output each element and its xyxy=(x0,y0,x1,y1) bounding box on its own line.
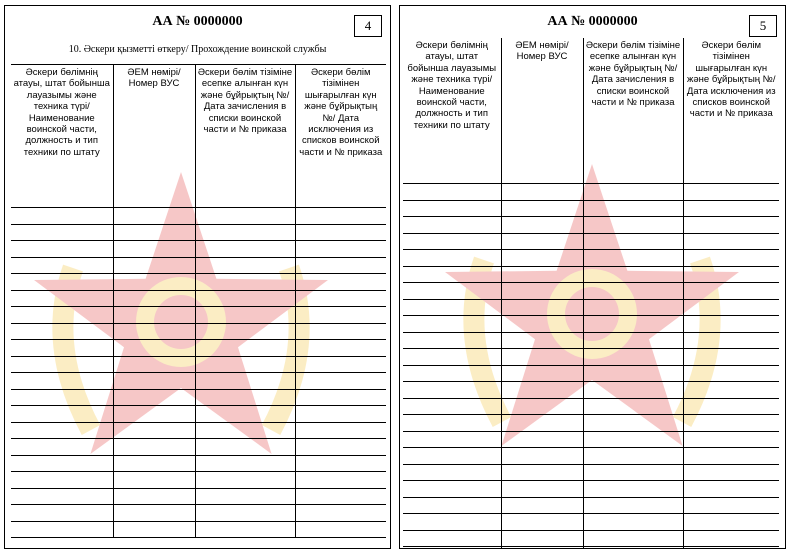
table-row xyxy=(403,332,779,349)
table-cell[interactable] xyxy=(403,547,501,550)
table-row xyxy=(403,530,779,547)
table-row xyxy=(403,365,779,382)
table-cell[interactable] xyxy=(583,365,683,382)
table-row xyxy=(11,455,386,472)
table-cell[interactable] xyxy=(583,382,683,399)
table-row xyxy=(403,431,779,448)
table-cell[interactable] xyxy=(295,389,386,406)
table-cell[interactable] xyxy=(403,530,501,547)
table-row xyxy=(11,323,386,340)
table-cell[interactable] xyxy=(113,488,195,505)
table-cell[interactable] xyxy=(683,514,779,531)
table-cell[interactable] xyxy=(113,521,195,538)
table-row xyxy=(403,349,779,366)
table-cell[interactable] xyxy=(195,208,295,225)
service-record-table xyxy=(11,64,386,538)
table-cell[interactable] xyxy=(295,521,386,538)
table-cell[interactable] xyxy=(113,439,195,456)
table-row xyxy=(403,497,779,514)
table-cell[interactable] xyxy=(11,241,113,258)
table-cell[interactable] xyxy=(11,257,113,274)
table-cell[interactable] xyxy=(11,307,113,324)
table-cell[interactable] xyxy=(113,340,195,357)
table-cell[interactable] xyxy=(195,472,295,489)
table-cell[interactable] xyxy=(501,415,583,432)
table-cell[interactable] xyxy=(195,455,295,472)
table-row xyxy=(11,307,386,324)
table-cell[interactable] xyxy=(195,488,295,505)
column-header-unit: Әскери бөлімнің атауы, штат бойынша лауазымы және техника түрі/ Наименование воинской части, должность и тип техники по штату xyxy=(11,65,113,208)
table-cell[interactable] xyxy=(583,184,683,201)
table-cell[interactable] xyxy=(195,439,295,456)
table-row xyxy=(11,422,386,439)
table-row xyxy=(403,398,779,415)
table-cell[interactable] xyxy=(583,349,683,366)
table-cell[interactable] xyxy=(195,422,295,439)
table-cell[interactable] xyxy=(501,448,583,465)
table-cell[interactable] xyxy=(403,431,501,448)
table-cell[interactable] xyxy=(403,497,501,514)
table-row xyxy=(11,439,386,456)
table-cell[interactable] xyxy=(583,217,683,234)
table-row xyxy=(403,217,779,234)
table-cell[interactable] xyxy=(501,464,583,481)
table-row xyxy=(11,373,386,390)
table-row xyxy=(403,316,779,333)
table-cell[interactable] xyxy=(295,257,386,274)
table-row xyxy=(403,283,779,300)
table-cell[interactable] xyxy=(295,406,386,423)
table-cell[interactable] xyxy=(11,274,113,291)
table-row xyxy=(403,547,779,550)
table-cell[interactable] xyxy=(683,332,779,349)
table-cell[interactable] xyxy=(113,257,195,274)
table-cell[interactable] xyxy=(583,448,683,465)
column-header-vus: ӘЕМ нөмірі/ Номер ВУС xyxy=(501,38,583,184)
table-cell[interactable] xyxy=(501,200,583,217)
table-cell[interactable] xyxy=(195,224,295,241)
table-cell[interactable] xyxy=(295,290,386,307)
table-cell[interactable] xyxy=(583,283,683,300)
table-cell[interactable] xyxy=(683,497,779,514)
table-cell[interactable] xyxy=(113,274,195,291)
table-cell[interactable] xyxy=(583,547,683,550)
table-cell[interactable] xyxy=(403,217,501,234)
table-cell[interactable] xyxy=(11,356,113,373)
table-cell[interactable] xyxy=(11,406,113,423)
table-cell[interactable] xyxy=(11,472,113,489)
table-cell[interactable] xyxy=(683,266,779,283)
table-row xyxy=(403,415,779,432)
table-cell[interactable] xyxy=(583,514,683,531)
table-cell[interactable] xyxy=(11,340,113,357)
section-title: 10. Әскери қызметті өткеру/ Прохождение воинской службы xyxy=(68,44,327,55)
table-cell[interactable] xyxy=(11,208,113,225)
table-cell[interactable] xyxy=(501,497,583,514)
table-cell[interactable] xyxy=(501,233,583,250)
table-cell[interactable] xyxy=(113,290,195,307)
table-cell[interactable] xyxy=(403,415,501,432)
table-cell[interactable] xyxy=(113,307,195,324)
table-cell[interactable] xyxy=(583,299,683,316)
table-cell[interactable] xyxy=(295,274,386,291)
table-cell[interactable] xyxy=(403,316,501,333)
table-cell[interactable] xyxy=(501,349,583,366)
table-row xyxy=(11,290,386,307)
column-header-enrollment-date: Әскери бөлім тізіміне есепке алынған күн және бұйрықтың №/ Дата зачисления в списки воинской части и № приказа xyxy=(583,38,683,184)
column-header-exclusion-date: Әскери бөлім тізімінен шығарылған күн және бұйрықтың №/ Дата исключения из списков воинской части и № приказа xyxy=(683,38,779,184)
table-row xyxy=(403,382,779,399)
table-cell[interactable] xyxy=(113,224,195,241)
table-cell[interactable] xyxy=(403,365,501,382)
table-cell[interactable] xyxy=(501,316,583,333)
table-cell[interactable] xyxy=(113,389,195,406)
table-cell[interactable] xyxy=(403,250,501,267)
table-cell[interactable] xyxy=(403,398,501,415)
table-cell[interactable] xyxy=(683,382,779,399)
document-number: АА № 0000000 xyxy=(152,14,243,29)
table-cell[interactable] xyxy=(113,373,195,390)
table-cell[interactable] xyxy=(195,373,295,390)
table-row xyxy=(403,266,779,283)
table-row xyxy=(11,241,386,258)
table-cell[interactable] xyxy=(295,208,386,225)
table-cell[interactable] xyxy=(195,323,295,340)
table-row xyxy=(11,521,386,538)
table-cell[interactable] xyxy=(295,422,386,439)
table-cell[interactable] xyxy=(501,547,583,550)
column-header-unit: Әскери бөлімнің атауы, штат бойынша лауазымы және техника түрі/ Наименование воинской части, должность и тип техники по штату xyxy=(403,38,501,184)
table-cell[interactable] xyxy=(11,439,113,456)
table-cell[interactable] xyxy=(195,521,295,538)
table-cell[interactable] xyxy=(501,266,583,283)
table-cell[interactable] xyxy=(403,200,501,217)
table-cell[interactable] xyxy=(11,505,113,522)
table-cell[interactable] xyxy=(295,307,386,324)
table-cell[interactable] xyxy=(295,439,386,456)
table-cell[interactable] xyxy=(501,382,583,399)
table-cell[interactable] xyxy=(501,299,583,316)
table-cell[interactable] xyxy=(683,431,779,448)
table-cell[interactable] xyxy=(501,332,583,349)
table-cell[interactable] xyxy=(195,356,295,373)
table-row xyxy=(11,505,386,522)
table-cell[interactable] xyxy=(403,481,501,498)
table-cell[interactable] xyxy=(113,455,195,472)
table-row xyxy=(403,200,779,217)
table-cell[interactable] xyxy=(403,299,501,316)
table-cell[interactable] xyxy=(583,464,683,481)
table-cell[interactable] xyxy=(683,233,779,250)
table-cell[interactable] xyxy=(113,323,195,340)
table-cell[interactable] xyxy=(195,241,295,258)
table-cell[interactable] xyxy=(11,373,113,390)
column-header-enrollment-date: Әскери бөлім тізіміне есепке алынған күн және бұйрықтың №/ Дата зачисления в списки воинской части и № приказа xyxy=(195,65,295,208)
table-cell[interactable] xyxy=(195,340,295,357)
table-cell[interactable] xyxy=(403,349,501,366)
table-cell[interactable] xyxy=(195,290,295,307)
table-cell[interactable] xyxy=(403,266,501,283)
table-cell[interactable] xyxy=(501,398,583,415)
table-body xyxy=(11,208,386,538)
document-number: АА № 0000000 xyxy=(547,14,638,29)
table-cell[interactable] xyxy=(683,250,779,267)
table-cell[interactable] xyxy=(403,184,501,201)
table-cell[interactable] xyxy=(195,389,295,406)
table-cell[interactable] xyxy=(195,307,295,324)
table-cell[interactable] xyxy=(403,382,501,399)
column-header-exclusion-date: Әскери бөлім тізімінен шығарылған күн және бұйрықтың №/ Дата исключения из списков воинской части и № приказа xyxy=(295,65,386,208)
table-cell[interactable] xyxy=(501,184,583,201)
table-cell[interactable] xyxy=(403,448,501,465)
table-cell[interactable] xyxy=(501,250,583,267)
table-cell[interactable] xyxy=(501,365,583,382)
table-cell[interactable] xyxy=(11,488,113,505)
table-cell[interactable] xyxy=(295,488,386,505)
table-cell[interactable] xyxy=(683,464,779,481)
table-cell[interactable] xyxy=(583,316,683,333)
table-cell[interactable] xyxy=(501,481,583,498)
table-cell[interactable] xyxy=(683,316,779,333)
table-row xyxy=(11,406,386,423)
table-cell[interactable] xyxy=(195,274,295,291)
table-cell[interactable] xyxy=(11,389,113,406)
table-cell[interactable] xyxy=(295,455,386,472)
table-cell[interactable] xyxy=(583,332,683,349)
table-cell[interactable] xyxy=(683,530,779,547)
table-cell[interactable] xyxy=(295,373,386,390)
table-cell[interactable] xyxy=(195,406,295,423)
table-cell[interactable] xyxy=(113,356,195,373)
table-cell[interactable] xyxy=(113,241,195,258)
table-cell[interactable] xyxy=(683,184,779,201)
table-cell[interactable] xyxy=(583,415,683,432)
table-row xyxy=(403,299,779,316)
table-row xyxy=(403,464,779,481)
table-cell[interactable] xyxy=(403,332,501,349)
table-cell[interactable] xyxy=(501,530,583,547)
table-cell[interactable] xyxy=(295,472,386,489)
table-cell[interactable] xyxy=(683,415,779,432)
table-cell[interactable] xyxy=(403,514,501,531)
table-cell[interactable] xyxy=(113,406,195,423)
table-cell[interactable] xyxy=(501,514,583,531)
table-cell[interactable] xyxy=(501,283,583,300)
table-row xyxy=(11,340,386,357)
table-cell[interactable] xyxy=(501,217,583,234)
table-cell[interactable] xyxy=(683,349,779,366)
page-number-box: 4 xyxy=(354,15,382,37)
table-cell[interactable] xyxy=(195,505,295,522)
table-cell[interactable] xyxy=(295,505,386,522)
table-cell[interactable] xyxy=(683,217,779,234)
table-row xyxy=(11,224,386,241)
table-cell[interactable] xyxy=(583,530,683,547)
table-cell[interactable] xyxy=(683,481,779,498)
table-cell[interactable] xyxy=(11,290,113,307)
table-cell[interactable] xyxy=(295,340,386,357)
table-cell[interactable] xyxy=(583,200,683,217)
table-cell[interactable] xyxy=(113,505,195,522)
table-cell[interactable] xyxy=(403,233,501,250)
table-cell[interactable] xyxy=(583,250,683,267)
table-cell[interactable] xyxy=(11,521,113,538)
table-cell[interactable] xyxy=(583,233,683,250)
table-cell[interactable] xyxy=(583,398,683,415)
table-cell[interactable] xyxy=(403,464,501,481)
table-cell[interactable] xyxy=(11,323,113,340)
table-row xyxy=(11,208,386,225)
table-row xyxy=(403,448,779,465)
table-row xyxy=(403,250,779,267)
table-cell[interactable] xyxy=(11,455,113,472)
page-number-box: 5 xyxy=(749,15,777,37)
table-row xyxy=(403,184,779,201)
table-cell[interactable] xyxy=(683,200,779,217)
table-cell[interactable] xyxy=(683,398,779,415)
table-cell[interactable] xyxy=(683,547,779,550)
document-page-left xyxy=(4,5,391,549)
table-row xyxy=(403,233,779,250)
table-cell[interactable] xyxy=(583,497,683,514)
table-cell[interactable] xyxy=(583,266,683,283)
table-cell[interactable] xyxy=(195,257,295,274)
table-cell[interactable] xyxy=(683,448,779,465)
document-page-right xyxy=(399,5,786,549)
table-cell[interactable] xyxy=(583,481,683,498)
table-cell[interactable] xyxy=(683,365,779,382)
table-row xyxy=(11,389,386,406)
table-cell[interactable] xyxy=(583,431,683,448)
table-cell[interactable] xyxy=(113,472,195,489)
table-cell[interactable] xyxy=(295,241,386,258)
column-header-vus: ӘЕМ нөмірі/ Номер ВУС xyxy=(113,65,195,208)
service-record-table xyxy=(403,38,779,549)
table-row xyxy=(11,472,386,489)
table-cell[interactable] xyxy=(501,431,583,448)
table-cell[interactable] xyxy=(295,224,386,241)
table-cell[interactable] xyxy=(683,283,779,300)
table-row xyxy=(11,356,386,373)
table-cell[interactable] xyxy=(683,299,779,316)
table-row xyxy=(403,481,779,498)
table-cell[interactable] xyxy=(295,356,386,373)
table-body xyxy=(403,184,779,550)
table-cell[interactable] xyxy=(403,283,501,300)
table-row xyxy=(11,257,386,274)
table-cell[interactable] xyxy=(11,422,113,439)
table-row xyxy=(11,488,386,505)
table-row xyxy=(11,274,386,291)
table-cell[interactable] xyxy=(113,208,195,225)
table-cell[interactable] xyxy=(11,224,113,241)
table-cell[interactable] xyxy=(295,323,386,340)
table-row xyxy=(403,514,779,531)
table-cell[interactable] xyxy=(113,422,195,439)
